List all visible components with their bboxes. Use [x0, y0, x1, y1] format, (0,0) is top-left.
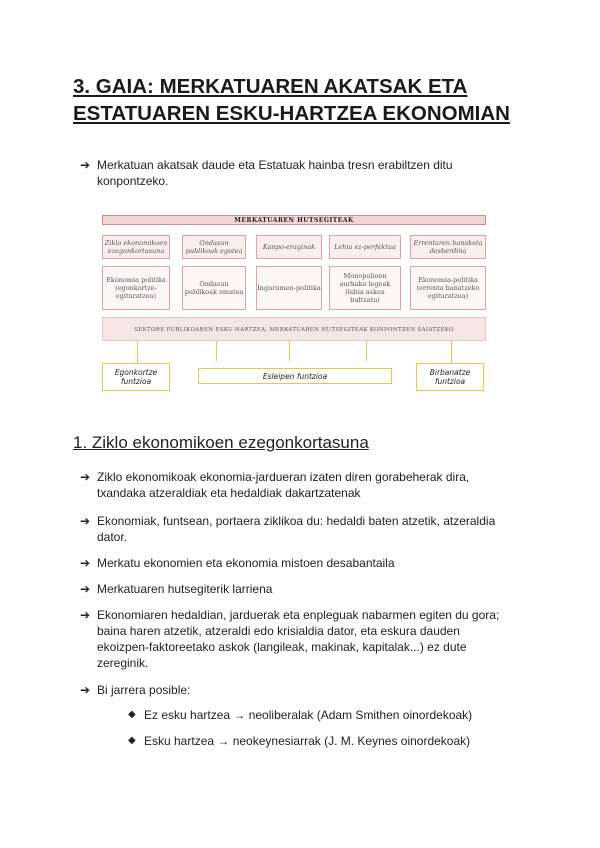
public-sector-bar: SEKTORE PUBLIKOAREN ESKU-HARTZEA, MERKATUAREN HUTSEGITEAK KONPONTZEN SAIATZEKO [102, 317, 486, 341]
remedy-box: Ekonomia politika (egonkortze-egituratzea) [102, 266, 170, 310]
bullet-text: Bi jarrera posible: [97, 683, 191, 697]
list-item [80, 682, 510, 698]
sub-bullet-text: Esku hartzea → neokeynesiarrak (J. M. Keynes oinordekoak) [144, 734, 471, 748]
sub-list-item [128, 733, 470, 749]
remedy-box: Ekonomia-politika (errenta banatzeko egituratzea) [410, 266, 486, 310]
intro-bullet [80, 157, 500, 189]
arrow-icon: ➔ [80, 683, 91, 697]
arrow-icon: ➔ [80, 158, 91, 172]
failure-box: Ziklo ekonomikoen ezegonkortasuna [102, 235, 170, 259]
title-line-1: 3. GAIA: MERKATUAREN AKATSAK ETA [73, 75, 468, 98]
failure-box: Lehia ez-perfektua [329, 235, 401, 259]
function-box: Esleipen funtzioa [198, 368, 392, 384]
page-title [73, 73, 510, 127]
function-box: Egonkortze funtzioa [102, 363, 170, 391]
failure-box: Errentaren banaketa desberdina [410, 235, 486, 259]
section-heading: 1. Ziklo ekonomikoen ezegonkortasuna [73, 433, 369, 452]
connector-line [216, 341, 217, 361]
sub-list-item [128, 707, 472, 723]
arrow-icon: ➔ [80, 470, 91, 484]
list-item [80, 555, 510, 571]
diagram-header: MERKATUAREN HUTSEGITEAK [102, 215, 486, 225]
bullet-text: Ziklo ekonomikoak ekonomia-jardueran izaten diren gorabeherak dira, txandaka atzeraldiak eta hedaldiak dakartzatenak [97, 470, 470, 500]
market-failures-diagram [100, 213, 490, 395]
bullet-text: Ekonomiaren hedaldian, jarduerak eta enpleguak nabarmen egiten du gora; baina haren atzetik, atzeraldi edo krisialdia dator, eta eskura dauden ekoizpen-faktoreetako askok (langileak, makinak, kapitalak...) ez dute zereginik. [97, 608, 500, 670]
list-item [80, 607, 510, 671]
failure-box: Ondasun publikoak egotea [182, 235, 246, 259]
diamond-icon: ◆ [128, 735, 136, 746]
connector-line [366, 341, 367, 361]
connector-line [137, 341, 138, 363]
remedy-box: Ondasun publikoak ematea [182, 266, 246, 310]
connector-line [451, 341, 452, 363]
list-item [80, 513, 510, 545]
list-item [80, 581, 510, 597]
sub-bullet-text: Ez esku hartzea → neoliberalak (Adam Smithen oinordekoak) [144, 708, 473, 722]
function-box: Birbanatze funtzioa [416, 363, 484, 391]
remedy-box: Monopolioen aurkako legeak (lehia askea bultzatu) [329, 266, 401, 310]
arrow-icon: ➔ [80, 582, 91, 596]
bullet-text: Merkatuaren hutsegiterik larriena [97, 582, 273, 596]
title-line-2: ESTATUAREN ESKU-HARTZEA EKONOMIAN [73, 102, 510, 125]
arrow-icon: ➔ [80, 556, 91, 570]
bullet-text: Merkatu ekonomien eta ekonomia mistoen desabantaila [97, 556, 395, 570]
remedy-box: Ingurumen-politika [256, 266, 322, 310]
failure-box: Kanpo-eraginak [256, 235, 322, 259]
list-item [80, 469, 510, 501]
diamond-icon: ◆ [128, 709, 136, 720]
connector-line [289, 341, 290, 361]
arrow-icon: ➔ [80, 608, 91, 622]
bullet-text: Ekonomiak, funtsean, portaera ziklikoa du: hedaldi baten atzetik, atzeraldia dator. [97, 514, 496, 544]
intro-text: Merkatuan akatsak daude eta Estatuak hainba tresn erabiltzen ditu konpontzeko. [97, 158, 453, 188]
arrow-icon: ➔ [80, 514, 91, 528]
